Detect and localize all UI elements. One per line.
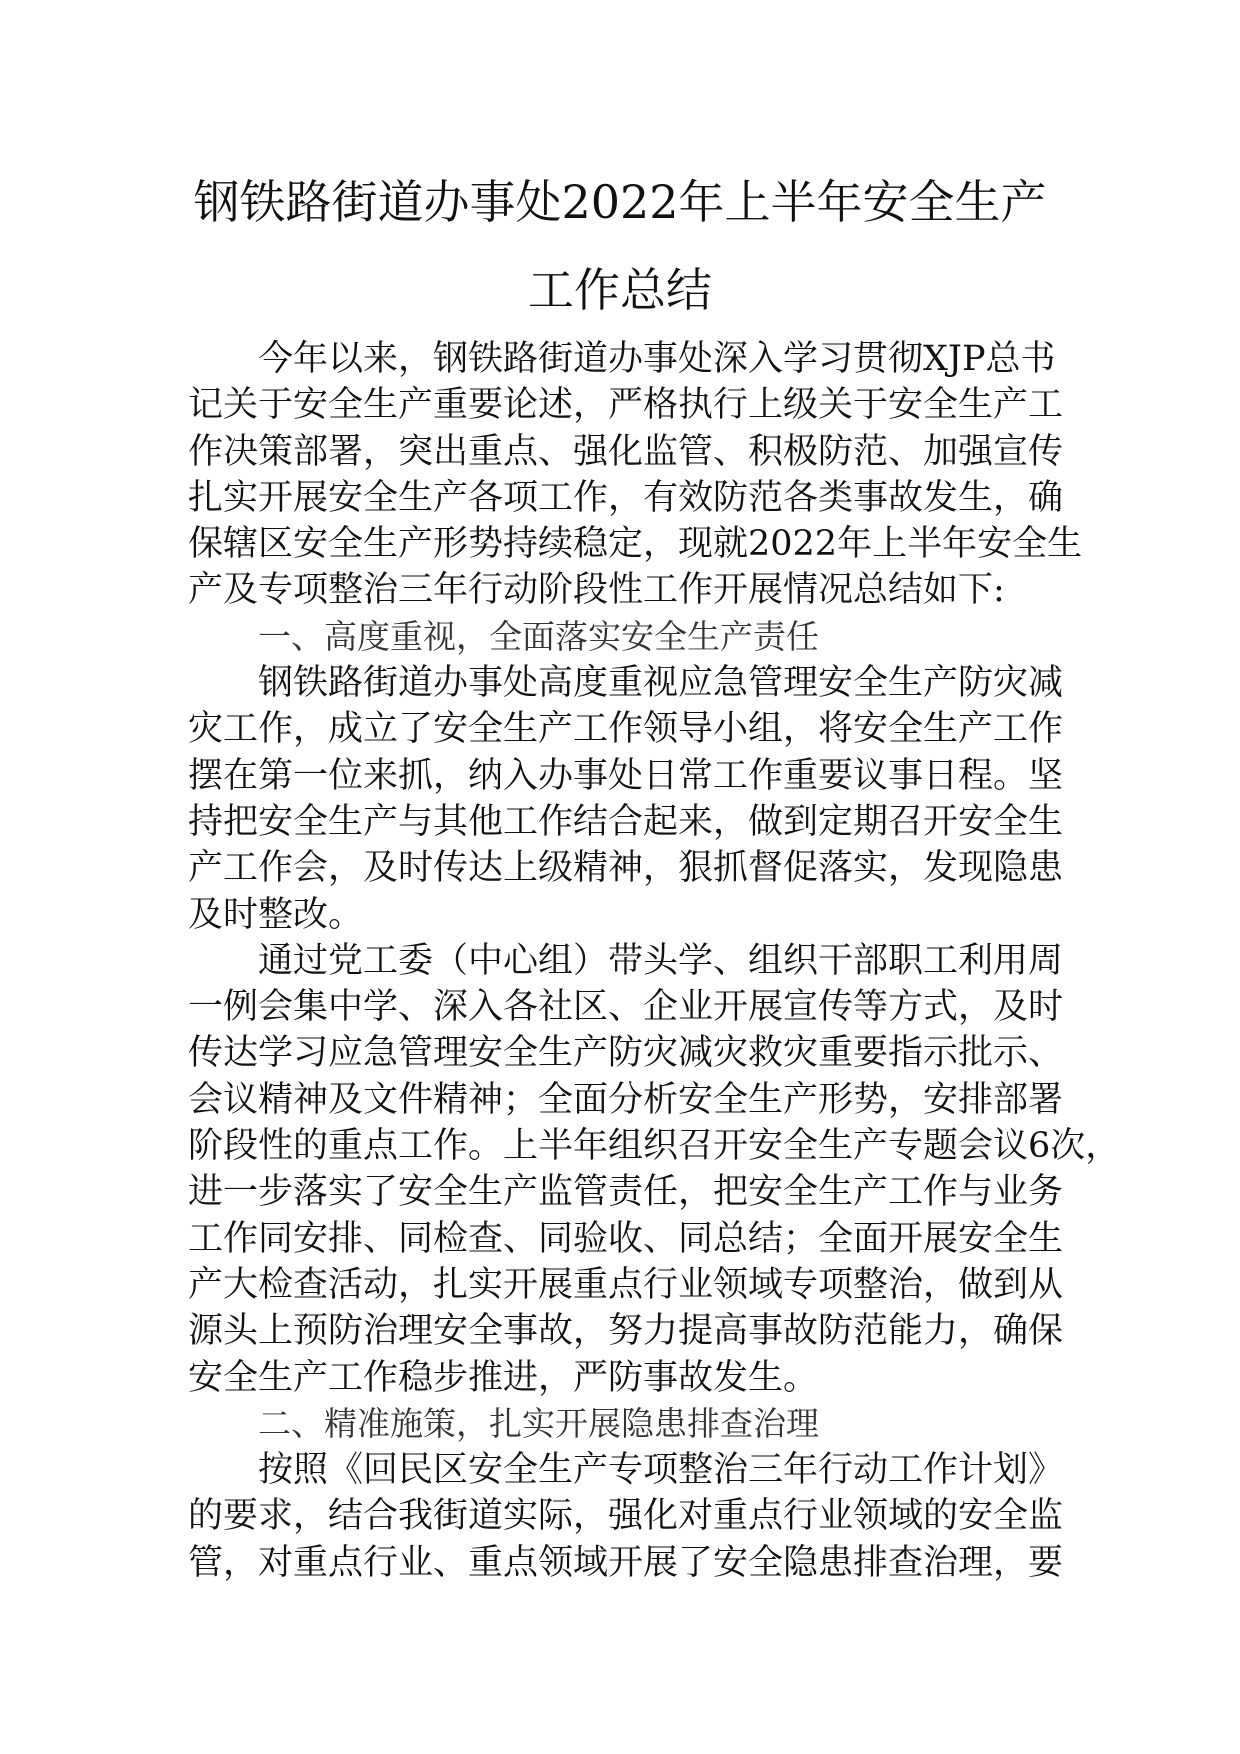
body-text-line: 的要求，结合我街道实际，强化对重点行业领域的安全监 — [188, 1496, 1064, 1537]
body-text-line: 摆在第一位来抓，纳入办事处日常工作重要议事日程。坚 — [188, 755, 1064, 796]
section-heading: 一、高度重视，全面落实安全生产责任 — [258, 616, 819, 656]
body-text-line: 会议精神及文件精神；全面分析安全生产形势，安排部署 — [188, 1079, 1064, 1120]
document-title-line-1: 钢铁路街道办事处2022年上半年安全生产 — [193, 175, 1047, 229]
section-heading: 二、精准施策，扎实开展隐患排查治理 — [258, 1403, 819, 1443]
body-text-line: 安全生产工作稳步推进，严防事故发生。 — [188, 1357, 819, 1398]
body-text-line: 产大检查活动，扎实开展重点行业领域专项整治，做到从 — [188, 1264, 1064, 1305]
body-text-line: 管，对重点行业、重点领域开展了安全隐患排查治理，要 — [188, 1542, 1064, 1583]
body-text-line: 通过党工委（中心组）带头学、组织干部职工利用周 — [258, 940, 1064, 981]
document-title-line-2: 工作总结 — [528, 263, 712, 317]
body-text-line: 持把安全生产与其他工作结合起来，做到定期召开安全生 — [188, 801, 1064, 842]
body-text-line: 作决策部署，突出重点、强化监管、积极防范、加强宣传 — [188, 431, 1064, 472]
body-text-line: 保辖区安全生产形势持续稳定，现就2022年上半年安全生 — [188, 524, 1083, 565]
body-text-line: 灾工作，成立了安全生产工作领导小组，将安全生产工作 — [188, 709, 1064, 750]
body-text-line: 产及专项整治三年行动阶段性工作开展情况总结如下: — [188, 570, 1005, 611]
body-text-line: 进一步落实了安全生产监管责任，把安全生产工作与业务 — [188, 1172, 1064, 1213]
body-text-line: 按照《回民区安全生产专项整治三年行动工作计划》 — [258, 1450, 1064, 1491]
body-text-line: 记关于安全生产重要论述，严格执行上级关于安全生产工 — [188, 385, 1064, 426]
body-text-line: 工作同安排、同检查、同验收、同总结；全面开展安全生 — [188, 1218, 1064, 1259]
body-text-line: 传达学习应急管理安全生产防灾减灾救灾重要指示批示、 — [188, 1033, 1064, 1074]
body-text-line: 及时整改。 — [188, 894, 364, 935]
body-text-line: 扎实开展安全生产各项工作，有效防范各类事故发生，确 — [188, 477, 1064, 518]
body-text-line: 源头上预防治理安全事故，努力提高事故防范能力，确保 — [188, 1311, 1064, 1352]
body-text-line: 一例会集中学、深入各社区、企业开展宣传等方式，及时 — [188, 987, 1064, 1028]
body-text-line: 钢铁路街道办事处高度重视应急管理安全生产防灾减 — [258, 663, 1064, 704]
body-text-line: 阶段性的重点工作。上半年组织召开安全生产专题会议6次， — [188, 1126, 1121, 1167]
document-body — [188, 336, 1121, 1586]
body-text-line: 今年以来，钢铁路街道办事处深入学习贯彻XJP总书 — [258, 339, 1056, 379]
body-text-line: 产工作会，及时传达上级精神，狠抓督促落实，发现隐患 — [188, 848, 1064, 889]
